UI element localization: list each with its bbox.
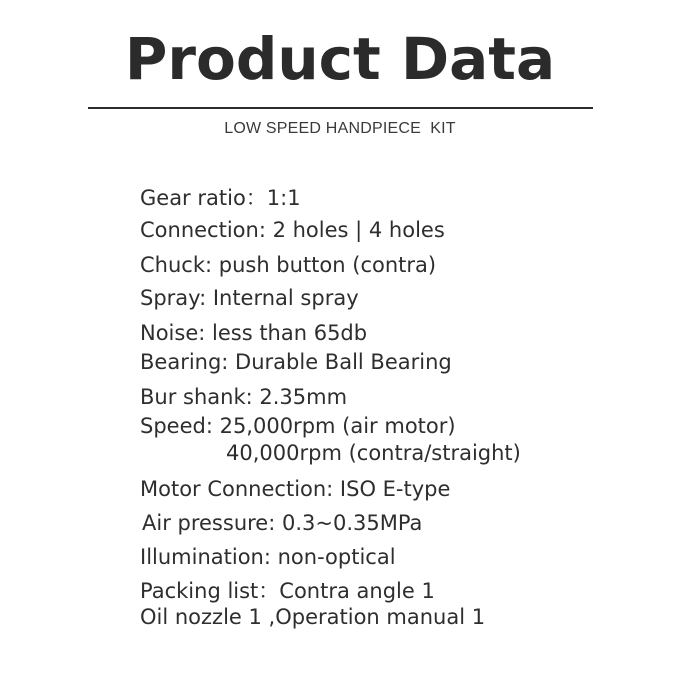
spec-spray: Spray: Internal spray xyxy=(140,286,359,310)
spec-packing-list: Packing list：Contra angle 1 xyxy=(140,579,435,603)
spec-connection: Connection: 2 holes | 4 holes xyxy=(140,218,445,242)
spec-noise: Noise: less than 65db xyxy=(140,321,368,345)
spec-packing-list-continued: Oil nozzle 1 ,Operation manual 1 xyxy=(140,605,486,629)
spec-illumination: Illumination: non-optical xyxy=(140,545,396,569)
page-title: Product Data xyxy=(124,25,556,93)
title-divider xyxy=(88,107,593,109)
page-subtitle: LOW SPEED HANDPIECE KIT xyxy=(224,120,456,137)
spec-chuck: Chuck: push button (contra) xyxy=(140,253,437,277)
spec-speed-continued: 40,000rpm (contra/straight) xyxy=(226,441,521,465)
spec-bearing: Bearing: Durable Ball Bearing xyxy=(140,350,452,374)
spec-speed: Speed: 25,000rpm (air motor) xyxy=(140,414,456,438)
spec-motor-connection: Motor Connection: ISO E-type xyxy=(140,477,451,501)
spec-gear-ratio: Gear ratio：1:1 xyxy=(140,186,301,210)
spec-air-pressure: Air pressure: 0.3~0.35MPa xyxy=(142,511,423,535)
spec-bur-shank: Bur shank: 2.35mm xyxy=(140,385,348,409)
